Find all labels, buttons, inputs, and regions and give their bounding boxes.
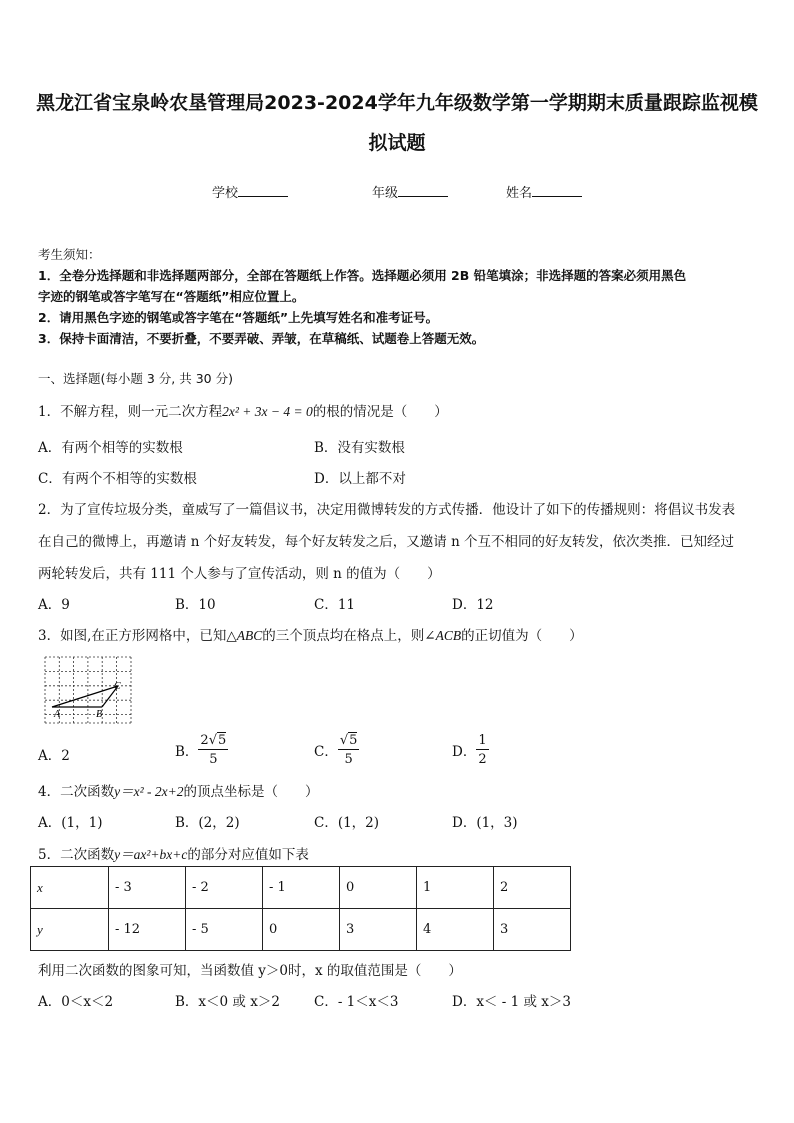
sqrt-sign: √ bbox=[208, 733, 217, 748]
question-3 bbox=[38, 624, 583, 644]
notice-heading: 考生须知： bbox=[38, 247, 101, 262]
table-cell: 0 bbox=[340, 867, 417, 909]
school-blank[interactable] bbox=[238, 184, 288, 197]
q2-line-1: 2．为了宣传垃圾分类，童威写了一篇倡议书，决定用微博转发的方式传播．他设计了如下的传播规则：将倡议书发表 bbox=[38, 502, 736, 518]
table-cell: - 2 bbox=[186, 867, 263, 909]
triangle-abc bbox=[52, 686, 118, 707]
q3-angle: ∠ACB bbox=[424, 628, 462, 643]
table-cell: - 12 bbox=[109, 909, 186, 951]
table-cell: 3 bbox=[494, 909, 571, 951]
q3-b-coef: 2 bbox=[200, 733, 209, 748]
q3-option-c-label: C． bbox=[314, 744, 338, 760]
table-cell: 1 bbox=[417, 867, 494, 909]
q1-option-a[interactable]: A．有两个相等的实数根 bbox=[38, 440, 183, 456]
q5-option-a[interactable]: A．0＜x＜2 bbox=[38, 994, 114, 1010]
q1-option-b[interactable]: B．没有实数根 bbox=[314, 440, 405, 456]
q3-c-radicand: 5 bbox=[349, 733, 358, 748]
table-row-x bbox=[31, 867, 571, 909]
q3-option-b-fraction bbox=[198, 734, 228, 766]
q3-stem: 3．如图,在正方形网格中，已知 bbox=[38, 628, 227, 644]
q5-value-table bbox=[30, 866, 571, 951]
q3-mid: 的三个顶点均在格点上，则 bbox=[262, 628, 425, 644]
grade-label: 年级 bbox=[372, 186, 399, 201]
q4-option-a[interactable]: A．(1，1) bbox=[38, 815, 103, 831]
question-5 bbox=[38, 843, 309, 863]
q3-b-denominator: 5 bbox=[209, 752, 218, 767]
q4-equation: y＝x² - 2x+2 bbox=[114, 784, 184, 799]
q3-option-c-fraction bbox=[338, 734, 360, 766]
segment-ac bbox=[52, 686, 118, 707]
q3-d-numerator: 1 bbox=[478, 733, 487, 748]
grade-blank[interactable] bbox=[398, 184, 448, 197]
q4-tail: 的顶点坐标是（ ） bbox=[183, 784, 319, 800]
q5-option-c[interactable]: C．- 1＜x＜3 bbox=[314, 994, 399, 1010]
q5-equation: y＝ax²+bx+c bbox=[114, 847, 188, 862]
q3-d-denominator: 2 bbox=[478, 752, 487, 767]
q2-line-3: 两轮转发后，共有 111 个人参与了宣传活动，则 n 的值为（ ） bbox=[38, 566, 441, 582]
title-line-2: 拟试题 bbox=[368, 132, 426, 154]
q2-option-b[interactable]: B．10 bbox=[175, 597, 216, 613]
q1-equation: 2x² + 3x − 4 = 0 bbox=[222, 404, 313, 419]
school-label: 学校 bbox=[212, 186, 239, 201]
q5-option-d[interactable]: D．x＜ - 1 或 x＞3 bbox=[452, 994, 571, 1010]
notice-item-1b: 字迹的钢笔或答字笔写在“答题纸”相应位置上。 bbox=[38, 289, 305, 304]
name-blank[interactable] bbox=[532, 184, 582, 197]
table-cell: y bbox=[31, 909, 109, 951]
table-cell: 2 bbox=[494, 867, 571, 909]
school-field[interactable] bbox=[212, 182, 288, 201]
grade-field[interactable] bbox=[372, 182, 448, 201]
table-cell: - 5 bbox=[186, 909, 263, 951]
notice-item-3: 3．保持卡面清洁，不要折叠，不要弄破、弄皱，在草稿纸、试题卷上答题无效。 bbox=[38, 331, 485, 346]
vertex-a-label: A bbox=[54, 709, 61, 720]
q1-stem: 1．不解方程，则一元二次方程 bbox=[38, 404, 223, 420]
q4-stem: 4．二次函数 bbox=[38, 784, 115, 800]
q3-option-c[interactable] bbox=[314, 734, 359, 766]
notice-item-1a: 1．全卷分选择题和非选择题两部分，全部在答题纸上作答。选择题必须用 2B 铅笔填涂；非选择题的答案必须用黑色 bbox=[38, 268, 687, 283]
q2-option-c[interactable]: C．11 bbox=[314, 597, 356, 613]
q4-option-b[interactable]: B．(2，2) bbox=[175, 815, 240, 831]
table-cell: x bbox=[31, 867, 109, 909]
sqrt-sign: √ bbox=[339, 733, 349, 748]
q5-stem: 5．二次函数 bbox=[38, 847, 115, 863]
name-field[interactable] bbox=[506, 182, 582, 201]
vertex-c-label: C bbox=[114, 681, 121, 692]
table-cell: - 3 bbox=[109, 867, 186, 909]
table-cell: 0 bbox=[263, 909, 340, 951]
q3-option-b[interactable] bbox=[175, 734, 228, 766]
q5-tail: 的部分对应值如下表 bbox=[187, 847, 309, 863]
q3-option-a[interactable]: A．2 bbox=[38, 748, 70, 764]
q4-option-d[interactable]: D．(1，3) bbox=[452, 815, 518, 831]
question-4 bbox=[38, 780, 318, 800]
q3-c-denominator: 5 bbox=[344, 752, 353, 767]
q5-followup: 利用二次函数的图象可知，当函数值 y＞0时，x 的取值范围是（ ） bbox=[38, 963, 462, 979]
q2-option-d[interactable]: D．12 bbox=[452, 597, 494, 613]
name-label: 姓名 bbox=[506, 186, 533, 201]
title-line-1: 黑龙江省宝泉岭农垦管理局2023-2024学年九年级数学第一学期期末质量跟踪监视模 bbox=[36, 92, 758, 114]
q2-line-2: 在自己的微博上，再邀请 n 个好友转发，每个好友转发之后，又邀请 n 个互不相同的好友转发，依次类推．已知经过 bbox=[38, 534, 735, 550]
q3-option-d-label: D． bbox=[452, 744, 477, 760]
q3-triangle: △ABC bbox=[226, 628, 263, 643]
notice-item-2: 2．请用黑色字迹的钢笔或答字笔在“答题纸”上先填写姓名和准考证号。 bbox=[38, 310, 439, 325]
q3-tail: 的正切值为（ ） bbox=[461, 628, 583, 644]
q3-grid-figure bbox=[42, 654, 134, 726]
q4-option-c[interactable]: C．(1，2) bbox=[314, 815, 380, 831]
vertex-b-label: B bbox=[96, 709, 103, 720]
q3-option-b-label: B． bbox=[175, 744, 199, 760]
q3-b-radicand: 5 bbox=[218, 733, 227, 748]
q1-tail: 的根的情况是（ ） bbox=[312, 404, 448, 420]
q3-option-d[interactable] bbox=[452, 734, 489, 766]
section-heading: 一、选择题(每小题 3 分, 共 30 分) bbox=[38, 371, 233, 386]
table-cell: 3 bbox=[340, 909, 417, 951]
q3-option-d-fraction bbox=[476, 734, 488, 766]
q5-option-b[interactable]: B．x＜0 或 x＞2 bbox=[175, 994, 280, 1010]
q2-option-a[interactable]: A．9 bbox=[38, 597, 70, 613]
table-cell: 4 bbox=[417, 909, 494, 951]
table-row-y bbox=[31, 909, 571, 951]
table-cell: - 1 bbox=[263, 867, 340, 909]
q1-option-c[interactable]: C．有两个不相等的实数根 bbox=[38, 471, 197, 487]
q1-option-d[interactable]: D．以上都不对 bbox=[314, 471, 406, 487]
question-1 bbox=[38, 400, 448, 420]
